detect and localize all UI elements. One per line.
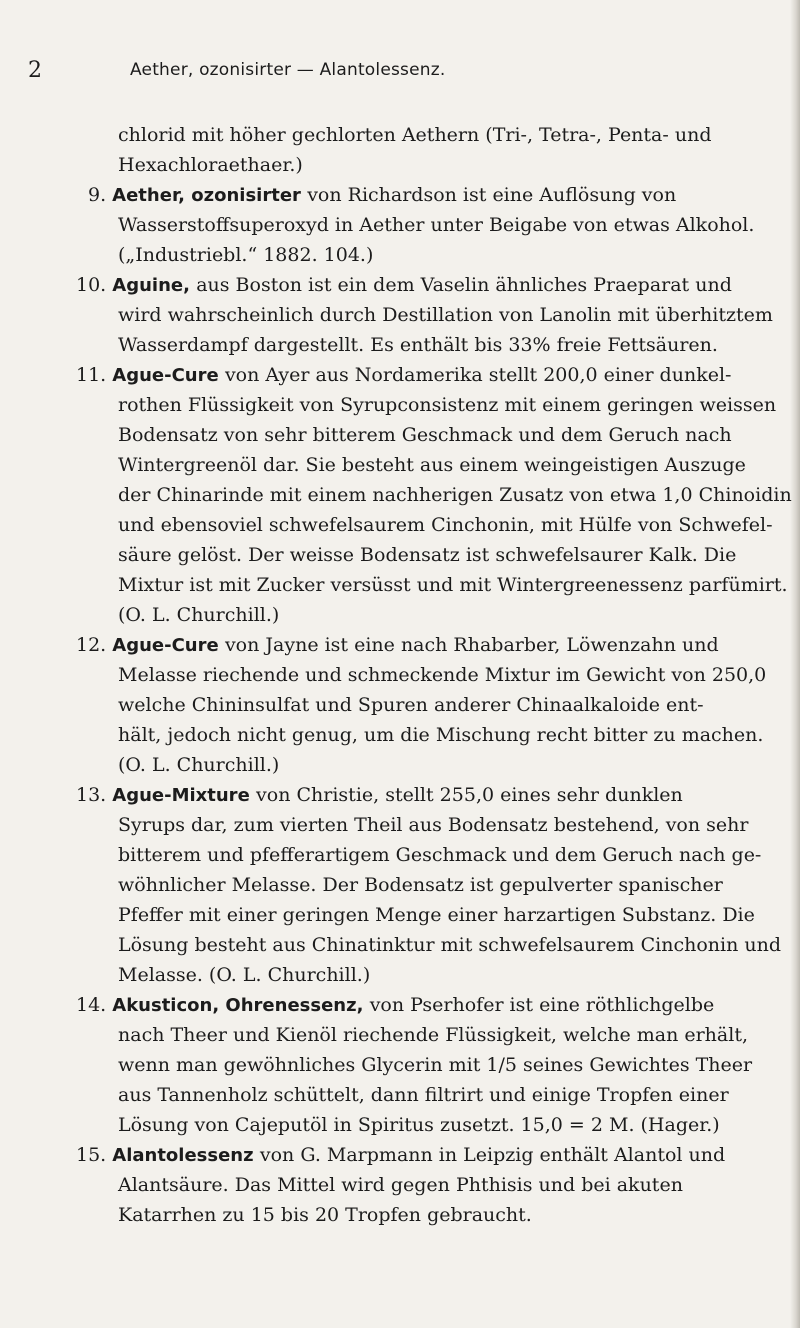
entry-15 bbox=[76, 1140, 725, 1170]
entry-line: Melasse. (O. L. Churchill.) bbox=[118, 964, 371, 986]
entry-number: 12. bbox=[76, 634, 113, 656]
running-head: Aether, ozonisirter — Alantolessenz. bbox=[130, 60, 446, 80]
entry-line: Melasse riechende und schmeckende Mixtur im Gewicht von 250,0 bbox=[118, 664, 767, 686]
entry-number: 10. bbox=[76, 274, 113, 296]
entry-first-line: von Jayne ist eine nach Rhabarber, Löwenzahn und bbox=[224, 634, 719, 656]
page-number: 2 bbox=[28, 58, 42, 83]
entry-term: Akusticon, Ohrenessenz, bbox=[112, 995, 370, 1016]
entry-number: 15. bbox=[76, 1144, 113, 1166]
entry-line: hält, jedoch nicht genug, um die Mischung recht bitter zu machen. bbox=[118, 724, 764, 746]
entry-line: Lösung von Cajeputöl in Spiritus zusetzt. 15,0 = 2 M. (Hager.) bbox=[118, 1114, 720, 1136]
entry-term: Aguine, bbox=[112, 275, 197, 296]
entry-number: 9. bbox=[88, 184, 113, 206]
entry-line: Wasserstoffsuperoxyd in Aether unter Beigabe von etwas Alkohol. bbox=[118, 214, 755, 236]
entry-line: wenn man gewöhnliches Glycerin mit 1/5 seines Gewichtes Theer bbox=[118, 1054, 753, 1076]
entry-number: 11. bbox=[76, 364, 113, 386]
entry-term: Ague-Cure bbox=[112, 635, 225, 656]
entry-number: 14. bbox=[76, 994, 113, 1016]
intro-line: Hexachloraethaer.) bbox=[118, 154, 303, 176]
entry-line: Lösung besteht aus Chinatinktur mit schwefelsaurem Cinchonin und bbox=[118, 934, 782, 956]
entry-line: wird wahrscheinlich durch Destillation von Lanolin mit überhitztem bbox=[118, 304, 773, 326]
entry-line: welche Chininsulfat und Spuren anderer Chinaalkaloide ent- bbox=[118, 694, 704, 716]
entry-line: Bodensatz von sehr bitterem Geschmack und dem Geruch nach bbox=[118, 424, 732, 446]
entry-13 bbox=[76, 780, 683, 810]
entry-line: Pfeffer mit einer geringen Menge einer harzartigen Substanz. Die bbox=[118, 904, 755, 926]
entry-term: Ague-Mixture bbox=[112, 785, 257, 806]
entry-line: und ebensoviel schwefelsaurem Cinchonin, mit Hülfe von Schwefel- bbox=[118, 514, 773, 536]
entry-line: Katarrhen zu 15 bis 20 Tropfen gebraucht. bbox=[118, 1204, 532, 1226]
entry-line: (O. L. Churchill.) bbox=[118, 604, 280, 626]
entry-11 bbox=[76, 360, 731, 390]
entry-line: (O. L. Churchill.) bbox=[118, 754, 280, 776]
entry-first-line: von Richardson ist eine Auflösung von bbox=[307, 184, 677, 206]
entry-line: wöhnlicher Melasse. Der Bodensatz ist gepulverter spanischer bbox=[118, 874, 723, 896]
entry-first-line: von Christie, stellt 255,0 eines sehr dunklen bbox=[256, 784, 683, 806]
entry-first-line: von Pserhofer ist eine röthlichgelbe bbox=[369, 994, 715, 1016]
entry-line: aus Tannenholz schüttelt, dann filtrirt und einige Tropfen einer bbox=[118, 1084, 729, 1106]
entry-line: Alantsäure. Das Mittel wird gegen Phthisis und bei akuten bbox=[118, 1174, 683, 1196]
entry-12 bbox=[76, 630, 719, 660]
entry-first-line: aus Boston ist ein dem Vaselin ähnliches Praeparat und bbox=[196, 274, 732, 296]
entry-10 bbox=[76, 270, 732, 300]
entry-term: Ague-Cure bbox=[112, 365, 225, 386]
entry-9 bbox=[88, 180, 676, 210]
entry-number: 13. bbox=[76, 784, 113, 806]
entry-term: Alantolessenz bbox=[112, 1145, 260, 1166]
intro-line: chlorid mit höher gechlorten Aethern (Tri-, Tetra-, Penta- und bbox=[118, 124, 712, 146]
entry-line: Syrups dar, zum vierten Theil aus Bodensatz bestehend, von sehr bbox=[118, 814, 749, 836]
entry-line: rothen Flüssigkeit von Syrupconsistenz mit einem geringen weissen bbox=[118, 394, 777, 416]
entry-first-line: von G. Marpmann in Leipzig enthält Alantol und bbox=[259, 1144, 726, 1166]
entry-line: („Industriebl.“ 1882. 104.) bbox=[118, 244, 374, 266]
entry-line: säure gelöst. Der weisse Bodensatz ist schwefelsaurer Kalk. Die bbox=[118, 544, 737, 566]
entry-line: Mixtur ist mit Zucker versüsst und mit Wintergreenessenz parfümirt. bbox=[118, 574, 788, 596]
page-edge bbox=[790, 0, 800, 1328]
page-header bbox=[0, 58, 800, 88]
entry-line: der Chinarinde mit einem nachherigen Zusatz von etwa 1,0 Chinoidin bbox=[118, 484, 792, 506]
entry-first-line: von Ayer aus Nordamerika stellt 200,0 einer dunkel- bbox=[224, 364, 732, 386]
entry-term: Aether, ozonisirter bbox=[112, 185, 308, 206]
entry-line: bitterem und pfefferartigem Geschmack und dem Geruch nach ge- bbox=[118, 844, 762, 866]
entry-line: Wasserdampf dargestellt. Es enthält bis 33% freie Fettsäuren. bbox=[118, 334, 718, 356]
entry-line: nach Theer und Kienöl riechende Flüssigkeit, welche man erhält, bbox=[118, 1024, 748, 1046]
entry-14 bbox=[76, 990, 714, 1020]
entry-line: Wintergreenöl dar. Sie besteht aus einem weingeistigen Auszuge bbox=[118, 454, 746, 476]
